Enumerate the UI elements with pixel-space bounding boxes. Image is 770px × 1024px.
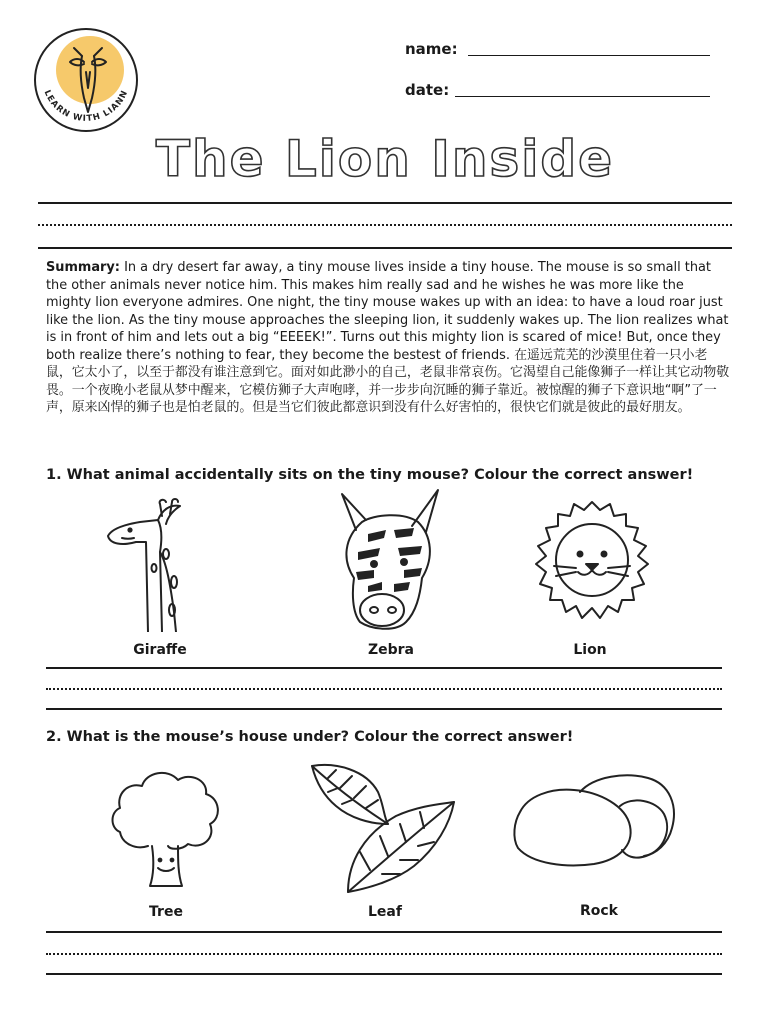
option-giraffe[interactable]: Giraffe <box>133 642 187 658</box>
option-zebra[interactable]: Zebra <box>367 642 415 658</box>
summary-english: In a dry desert far away, a tiny mouse lives inside a tiny house. The mouse is so small that the other animals never notice him. This makes him really sad and he wishes he was more like the mighty lion everyone admires. One night, the tiny mouse wakes up with an idea: to have a loud roar just like the lion. As the tiny mouse approaches the sleeping lion, it suddenly wakes up. The lion realizes what is in front of him and lets out a big “EEEEK!”. Turns out this mighty lion is scared of mice! But, once they both realize there’s nothing to fear, they become the bestest of friends. <box>46 260 729 363</box>
summary-text <box>46 259 730 417</box>
answer-line-2-top <box>46 931 722 933</box>
summary-chinese: 在遥远荒芜的沙漠里住着一只小老鼠，它太小了，以至于都没有谁注意到它。面对如此渺小的自己，老鼠非常哀伤。它渴望自己能像狮子一样让其它动物敬畏。一个夜晚小老鼠从梦中醒来，它模仿狮子大声咆哮，并一步步向沉睡的狮子靠近。被惊醒的狮子下意识地“啊”了一声，原来凶悍的狮子也是怕老鼠的。但是当它们彼此都意识到没有什么好害怕的，很快它们就是彼此的最好朋友。 <box>46 347 730 415</box>
option-tree[interactable]: Tree <box>149 904 183 920</box>
option-lion[interactable]: Lion <box>573 642 607 658</box>
lion-icon[interactable] <box>530 496 654 628</box>
answer-line-1-mid <box>46 688 722 690</box>
zebra-icon[interactable] <box>334 486 444 634</box>
svg-text:LEARN WITH LIANN: LEARN WITH LIANN <box>41 88 131 125</box>
name-line[interactable] <box>468 55 710 56</box>
summary-label: Summary: <box>46 260 120 275</box>
answer-line-2-bottom <box>46 973 722 975</box>
worksheet-title: The Lion Inside <box>155 130 615 188</box>
learn-with-liann-logo <box>30 28 142 140</box>
question-1: 1. What animal accidentally sits on the tiny mouse? Colour the correct answer! <box>46 467 694 483</box>
handwriting-line-mid <box>38 224 732 226</box>
tree-icon[interactable] <box>108 764 226 890</box>
date-label: date: <box>405 81 450 99</box>
handwriting-line-top <box>38 202 732 204</box>
option-rock[interactable]: Rock <box>579 903 618 919</box>
answer-line-1-bottom <box>46 708 722 710</box>
leaf-icon[interactable] <box>308 762 458 896</box>
giraffe-icon[interactable] <box>100 492 200 632</box>
question-2: 2. What is the mouse’s house under? Colour the correct answer! <box>46 729 574 745</box>
answer-line-2-mid <box>46 953 722 955</box>
answer-line-1-top <box>46 667 722 669</box>
option-leaf[interactable]: Leaf <box>368 904 402 920</box>
handwriting-line-bottom <box>38 247 732 249</box>
name-label: name: <box>405 40 458 58</box>
date-line[interactable] <box>455 96 710 97</box>
rock-icon[interactable] <box>508 772 680 870</box>
